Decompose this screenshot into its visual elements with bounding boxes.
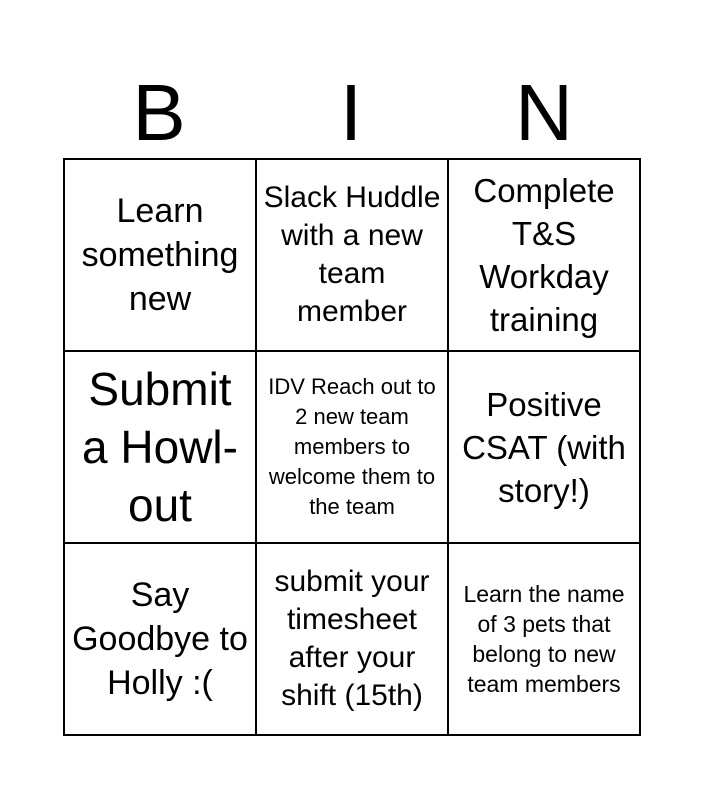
bingo-cell-6[interactable] <box>448 351 640 543</box>
bingo-cell-text: IDV Reach out to 2 new team members to welcome them to the team <box>268 374 436 519</box>
bingo-cell-text: Learn something new <box>81 192 239 318</box>
bingo-cell-8[interactable] <box>256 543 448 735</box>
bingo-cell-text: Complete T&S Workday training <box>473 172 615 338</box>
bingo-cell-text: Submit a Howl-out <box>82 363 238 531</box>
bingo-cell-text: Say Goodbye to Holly :( <box>72 576 248 702</box>
bingo-cell-3[interactable] <box>448 159 640 351</box>
bingo-header <box>63 68 641 158</box>
bingo-cell-1[interactable] <box>64 159 256 351</box>
header-letter-n: N <box>515 68 573 157</box>
bingo-cell-text: submit your timesheet after your shift (15th) <box>274 565 430 712</box>
header-letter-i: I <box>339 68 363 157</box>
bingo-cell-text: Positive CSAT (with story!) <box>462 385 626 509</box>
bingo-cell-9[interactable] <box>448 543 640 735</box>
bingo-cell-text: Slack Huddle with a new team member <box>263 181 441 328</box>
bingo-cell-2[interactable] <box>256 159 448 351</box>
bingo-cell-5[interactable] <box>256 351 448 543</box>
bingo-cell-4[interactable] <box>64 351 256 543</box>
bingo-cell-text: Learn the name of 3 pets that belong to new team members <box>463 581 625 697</box>
bingo-grid <box>63 158 641 736</box>
header-letter-b: B <box>132 68 186 157</box>
bingo-cell-7[interactable] <box>64 543 256 735</box>
